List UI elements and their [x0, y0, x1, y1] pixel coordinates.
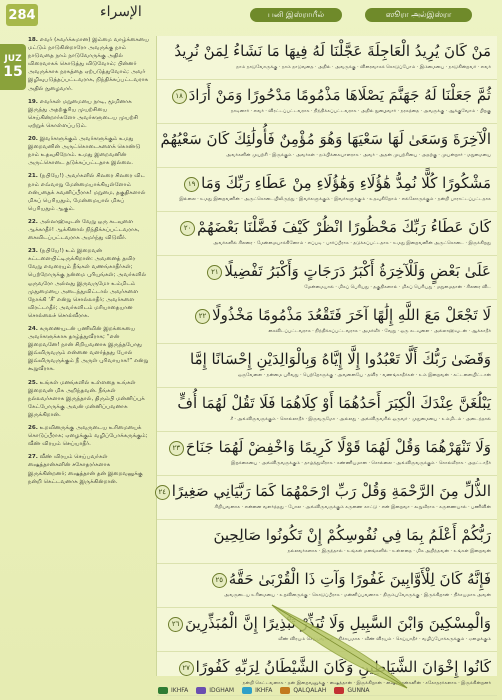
juz-number: 15 [3, 64, 23, 80]
arabic-text: مَشْكُورًا كُلًّا نُمِدُّ هَٰؤُلَاءِ وَهَٰؤُلَاءِ مِنْ عَطَاءِ رَبِّكَ وَمَا [201, 174, 491, 192]
legend-label: QALQALAH [293, 686, 327, 694]
legend-label: IDGHAM [209, 686, 235, 694]
note-text: கருணையுடன் பணிவின் இறக்கையை அவர்களுக்காக தாழ்த்துவீராக; “என் இறைவனே! நான் சிறியவனாக இருந்தபோது இவ்விருவரும் என்னை வளர்த்தது போல் இவ்விருவருக்கும் நீ அருள் புரிவாயாக!” என்று கூறுவீராக. [28, 326, 149, 373]
ayah-line [157, 124, 497, 168]
ayah-number-marker: ٢٧ [179, 661, 194, 676]
arabic-text: فَإِنَّهُ كَانَ لِلْأَوَّابِينَ غَفُورًا وَآتِ ذَا الْقُرْبَىٰ حَقَّهُ [228, 570, 491, 588]
arabic-text: مَنْ كَانَ يُرِيدُ الْعَاجِلَةَ عَجَّلْنَا لَهُ فِيهَا مَا نَشَاءُ لِمَنْ نُرِيدُ [174, 42, 491, 60]
arabic-text: وَالْمِسْكِينَ وَابْنَ السَّبِيلِ وَلَا تُبَذِّرْ تَبْذِيرًا إِنَّ الْمُبَذِّرِينَ [185, 614, 491, 632]
note-text: உறவினருக்கு அவருடைய உரிமையைக் கொடுப்பீராக; ஏழைக்கும் வழிப்போக்கருக்கும்; வீண் விரயம் செய்யாதீர். [28, 425, 148, 448]
translation-column [28, 36, 150, 676]
arabic-verse-text [163, 38, 491, 64]
translation-note [28, 135, 150, 167]
word-translation: ஒருவேளை · நன்மை புரிவது · பெற்றோருக்கு · அவனையே · தவிர · வணங்காதீர்கள் · உம் இறைவன் · கட்டளையிட்டான் [237, 373, 491, 378]
arabic-text: وَقَضَىٰ رَبُّكَ أَلَّا تَعْبُدُوا إِلَّا إِيَّاهُ وَبِالْوَالِدَيْنِ إِحْسَانًا إِمَّا [190, 350, 491, 368]
page-header [0, 0, 502, 32]
note-text: உங்கள் மனங்களில் உள்ளதை உங்கள் இறைவன் மிக அறிந்தவன். நீங்கள் நல்லவர்களாக இருந்தால், திரும்பி மன்னிப்புக் கேட்போருக்கு அவன் மன்னிப்பவனாக இருக்கிறான். [28, 379, 145, 418]
translation-note [28, 218, 150, 242]
arabic-text: رَبُّكُمْ أَعْلَمُ بِمَا فِي نُفُوسِكُمْ إِنْ تَكُونُوا صَالِحِينَ [213, 526, 491, 544]
arabic-verse-text [163, 214, 491, 240]
word-translation: வீண் விரயம் செய்பவர்கள் · நிச்சயமாக · வீண் விரயம் · செய்யாதீர் · வழிப்போக்கருக்கும் · ஏழைக்கும் [278, 637, 491, 642]
word-translation: அவர்களில் சிலரை · மேன்மையாக்கினோம் · எப்படி · பார்ப்பீராக · தடுக்கப்பட்டதாக · உமது இறைவனின் அருட்கொடை · இருக்கிறது [213, 241, 491, 246]
ayah-line [157, 256, 497, 300]
note-text: எவர் (சுவர்க்கமான) இம்மை வாழ்க்கையை மட்டும் நாடுகின்றாரோ அவருக்கு நாம் நாடுவதை நாம் நாடுவோருக்கு அதில் விரைவாகக் கொடுத்து விடுவோம்; பின்னர் அவருக்காக நரகத்தை ஏற்படுத்துவோம்; அவர் இழிவுபடுத்தப்பட்டவராக, நிந்திக்கப்பட்டவராக அதில் நுழைவார். [28, 37, 150, 92]
translation-note [28, 453, 150, 485]
legend-swatch [196, 687, 206, 694]
ayah-number-marker: ٢٦ [168, 617, 183, 632]
arabic-verse-text [163, 346, 491, 372]
arabic-verse-text [163, 302, 491, 328]
word-translation: மேன்மையால் · மிகப் பெரியது · தகுதிகளால் · மிகப் பெரியது · மறுமைதான் · சிலரை விட [304, 285, 491, 290]
legend-label: GUNNA [347, 686, 370, 694]
arabic-text-column [156, 36, 497, 686]
translation-note [28, 98, 150, 130]
note-text: இவர்களுக்கும் அவர்களுக்கும் உமது இறைவனின் அருட்கொடைகளைக் கொண்டு நாம் உதவுகிறோம். உமது இறைவனின் அருட்கொடை தடுக்கப்பட்டதாக இல்லை. [28, 136, 141, 167]
juz-indicator [0, 44, 26, 90]
ayah-line [157, 80, 497, 124]
ayah-number-marker: ١٨ [172, 89, 187, 104]
arabic-verse-text [163, 434, 491, 460]
ayah-number-marker: ٢١ [207, 265, 222, 280]
note-text: அல்லாஹ்வுடன் வேறு ஒரு கடவுளை ஆக்காதீர்! ஆக்கினால் நிந்திக்கப்பட்டவராக, கைவிடப்பட்டவராக அமர்ந்து விடுவீர். [28, 218, 140, 242]
arabic-text: وَلَا تَنْهَرْهُمَا وَقُلْ لَهُمَا قَوْلًا كَرِيمًا وَاخْفِضْ لَهُمَا جَنَاحَ [185, 438, 491, 456]
note-number: 25. [28, 379, 38, 386]
arabic-verse-text [163, 258, 491, 284]
note-number: 22. [28, 218, 38, 225]
leaf-decoration [262, 600, 412, 690]
word-translation: கைவிடப்பட்டவராக · நிந்திக்கப்பட்டவராக · அமர்வீர் · வேறு · ஒரு கடவுளை · அல்லாஹ்வுடன் · ஆக்காதீர் [268, 329, 491, 334]
arabic-verse-text [163, 522, 491, 548]
legend-item [334, 687, 369, 694]
ayah-number-marker: ٢٢ [195, 309, 210, 324]
note-text: வீண் விரயம் செய்பவர்கள் ஷைத்தான்களின் சகோதரர்களாக இருக்கின்றனர்; ஷைத்தான் தன் இறைவனுக்கு நன்றி கெட்டவனாக இருக்கின்றான். [28, 454, 143, 485]
word-translation: இறக்கையை · அவ்விருவருக்கும் · தாழ்த்துவீராக · கண்ணியமான · சொல்லை · அவ்விருவருக்கும் · சொல்வீராக · அதட்டாதீர் [231, 461, 491, 466]
legend-swatch [280, 687, 290, 694]
translation-note [28, 424, 150, 448]
arabic-verse-text [163, 390, 491, 416]
header-tab-left: பனி இஸ்ராயீல் [250, 8, 342, 22]
note-number: 26. [28, 425, 38, 432]
note-number: 21. [28, 173, 38, 180]
arabic-text: يَبْلُغَنَّ عِنْدَكَ الْكِبَرَ أَحَدُهُمَا أَوْ كِلَاهُمَا فَلَا تَقُلْ لَهُمَا أُفٍّ [177, 394, 491, 412]
legend-swatch [334, 687, 344, 694]
word-translation: நாம் நாடுவோருக்கு · நாம் நாடுவதை · அதில் · அவருக்கு · விரைவாகக் கொடுப்போம் · இம்மையை · நாடுகின்றவர் · எவர் [236, 65, 491, 70]
translation-note [28, 247, 150, 320]
ayah-line [157, 432, 497, 476]
arabic-text: كَانُوا إِخْوَانَ الشَّيَاطِينِ وَكَانَ الشَّيْطَانُ لِرَبِّهِ كَفُورًا [195, 658, 491, 676]
legend-label: IKHFA [255, 686, 273, 694]
word-translation: நன்றி கெட்டவனாக · தன் இறைவனுக்கு · ஷைத்தான் · இருக்கிறான் · ஷைத்தான்களின் · சகோதரர்களாக · இருக்கின்றனர் [242, 681, 491, 686]
note-number: 27. [28, 454, 38, 461]
translation-note [28, 325, 150, 374]
ayah-line [157, 476, 497, 520]
ayah-number-marker: ٢٥ [212, 573, 227, 588]
legend-swatch [242, 687, 252, 694]
word-translation: நல்லவர்களாக · இருந்தால் · உங்கள் மனங்களில் · உள்ளதை · மிக அறிந்தவன் · உங்கள் இறைவன் [287, 549, 491, 554]
ayah-number-marker: ١٩ [184, 177, 199, 192]
word-translation: அவருடைய உரிமையை · உறவினருக்கு · கொடுப்பீராக · மன்னிப்பவனாக · திரும்புவோருக்கு · இருக்கிறான் · நிச்சயமாக அவன் [224, 593, 491, 598]
ayah-line [157, 168, 497, 212]
legend-item [280, 687, 326, 694]
arabic-text: الْآخِرَةَ وَسَعَىٰ لَهَا سَعْيَهَا وَهُوَ مُؤْمِنٌ فَأُولَٰئِكَ كَانَ سَعْيُهُمْ [160, 130, 491, 148]
word-translation: நாடினார் · எவர் · விரட்டப்பட்டவராக · நிந்திக்கப்பட்டவராக · அதில் நுழைவார் · நரகத்தை · அவருக்கு · ஆக்குவோம் · பிறகு [230, 109, 491, 114]
ayah-line [157, 36, 497, 80]
arabic-text: ثُمَّ جَعَلْنَا لَهُ جَهَنَّمَ يَصْلَاهَا مَذْمُومًا مَدْحُورًا وَمَنْ أَرَادَ [188, 86, 491, 104]
ayah-line [157, 520, 497, 564]
note-number: 19. [28, 98, 38, 105]
ayah-line [157, 388, 497, 432]
ayah-number-marker: ٢٣ [169, 441, 184, 456]
ayah-line [157, 300, 497, 344]
legend-swatch [158, 687, 168, 694]
arabic-text: كَانَ عَطَاءُ رَبِّكَ مَحْظُورًا انْظُرْ كَيْفَ فَضَّلْنَا بَعْضَهُمْ [197, 218, 491, 236]
note-text: (நபியே!) உம் இறைவன் கட்டளையிட்டிருக்கிறான்: அவனைத் தவிர வேறு எவரையும் நீங்கள் வணங்காதீர்கள்; பெற்றோருக்கு நன்மை புரியுங்கள்; அவர்களில் ஒருவரோ அல்லது இருவருமோ உம்மிடம் முதுமையை அடைந்துவிட்டால் அவர்களை நோக்கி ‘சீ’ என்று சொல்லாதீர்; அவர்களை விரட்டாதீர்; அவர்களிடம் மரியாதையான சொல்லைச் சொல்வீராக. [28, 248, 147, 319]
ayah-line [157, 212, 497, 256]
translation-note [28, 172, 150, 212]
note-number: 24. [28, 326, 38, 332]
ayah-line [157, 344, 497, 388]
note-number: 20. [28, 136, 38, 143]
word-translation: சீ · அவ்விருவருக்கும் · சொல்லாதீர் · இருவருமோ · அல்லது · அவ்விருவரில் ஒருவர் · முதுமையை · உம்மிடம் · அடைந்தால் [230, 417, 491, 422]
note-text: எவர்கள் மறுமையை நாடி, மூமினாக இருந்து அதற்குரிய முயற்சியை செய்கின்றார்களோ அவர்களுடைய முயற்சி ஏற்றுக் கொள்ளப்படும். [28, 98, 139, 129]
arabic-verse-text [160, 126, 491, 152]
translation-note [28, 36, 150, 93]
translation-note [28, 379, 150, 419]
arabic-verse-text [158, 478, 491, 504]
word-translation: இல்லை · உமது இறைவனின் · அருட்கொடையிலிருந்து · இவர்களுக்கும் · இவர்களுக்கும் · உதவுகிறோம் · எல்லோருக்கும் · நன்றி பாராட்டப்பட்டதாக [179, 197, 491, 202]
arabic-text: عَلَىٰ بَعْضٍ وَلَلْآخِرَةُ أَكْبَرُ دَرَجَاتٍ وَأَكْبَرُ تَفْضِيلًا [224, 262, 491, 280]
note-text: (நபியே!) அவர்களில் சிலரை சிலரை விட நாம் எவ்வாறு மேன்மையாக்கியுள்ளோம் என்பதைக் கவனிப்பீராக! மறுமை, தகுதிகளால் மிகப் பெரியதும், மேன்மையால் மிகப் பெரியதும் ஆகும். [28, 173, 146, 212]
arabic-verse-text [163, 170, 491, 196]
ayah-number-marker: ٢٠ [180, 221, 195, 236]
ayah-number-marker: ٢٤ [155, 485, 170, 500]
page-number: 284 [8, 7, 36, 23]
header-tab-right: ஸூரா அல்இஸ்ரா [365, 8, 472, 22]
arabic-text: لَا تَجْعَلْ مَعَ اللَّهِ إِلَٰهًا آخَرَ فَتَقْعُدَ مَذْمُومًا مَخْذُولًا [212, 306, 491, 324]
tajweed-legend [158, 683, 498, 697]
page-number-badge [6, 4, 38, 26]
word-translation: சிறியவனாக · என்னை வளர்த்தது · போல · அவ்விருவருக்கும் கருணை காட்டு · என் இறைவா · கூறுவீராக · கருணையால் · பணிவின் [214, 505, 491, 510]
juz-label: JUZ [4, 54, 22, 64]
arabic-text: الذُّلِّ مِنَ الرَّحْمَةِ وَقُلْ رَبِّ ارْحَمْهُمَا كَمَا رَبَّيَانِي صَغِيرًا [171, 482, 491, 500]
legend-label: IKHFA [171, 686, 189, 694]
arabic-verse-text [163, 82, 491, 108]
legend-item [158, 687, 188, 694]
surah-title: الإسراء [100, 4, 142, 20]
note-number: 23. [28, 248, 38, 255]
note-number: 18. [28, 37, 38, 43]
legend-item [242, 687, 272, 694]
legend-item [196, 687, 234, 694]
word-translation: அவர்களின் முயற்சி · இருக்கும் · அவர்கள் · நம்பிக்கையாளராக · அவர் · அதன் முயற்சியை · அதற்கு · முயன்றார் · மறுமையை [226, 153, 491, 158]
arabic-verse-text [163, 566, 491, 592]
